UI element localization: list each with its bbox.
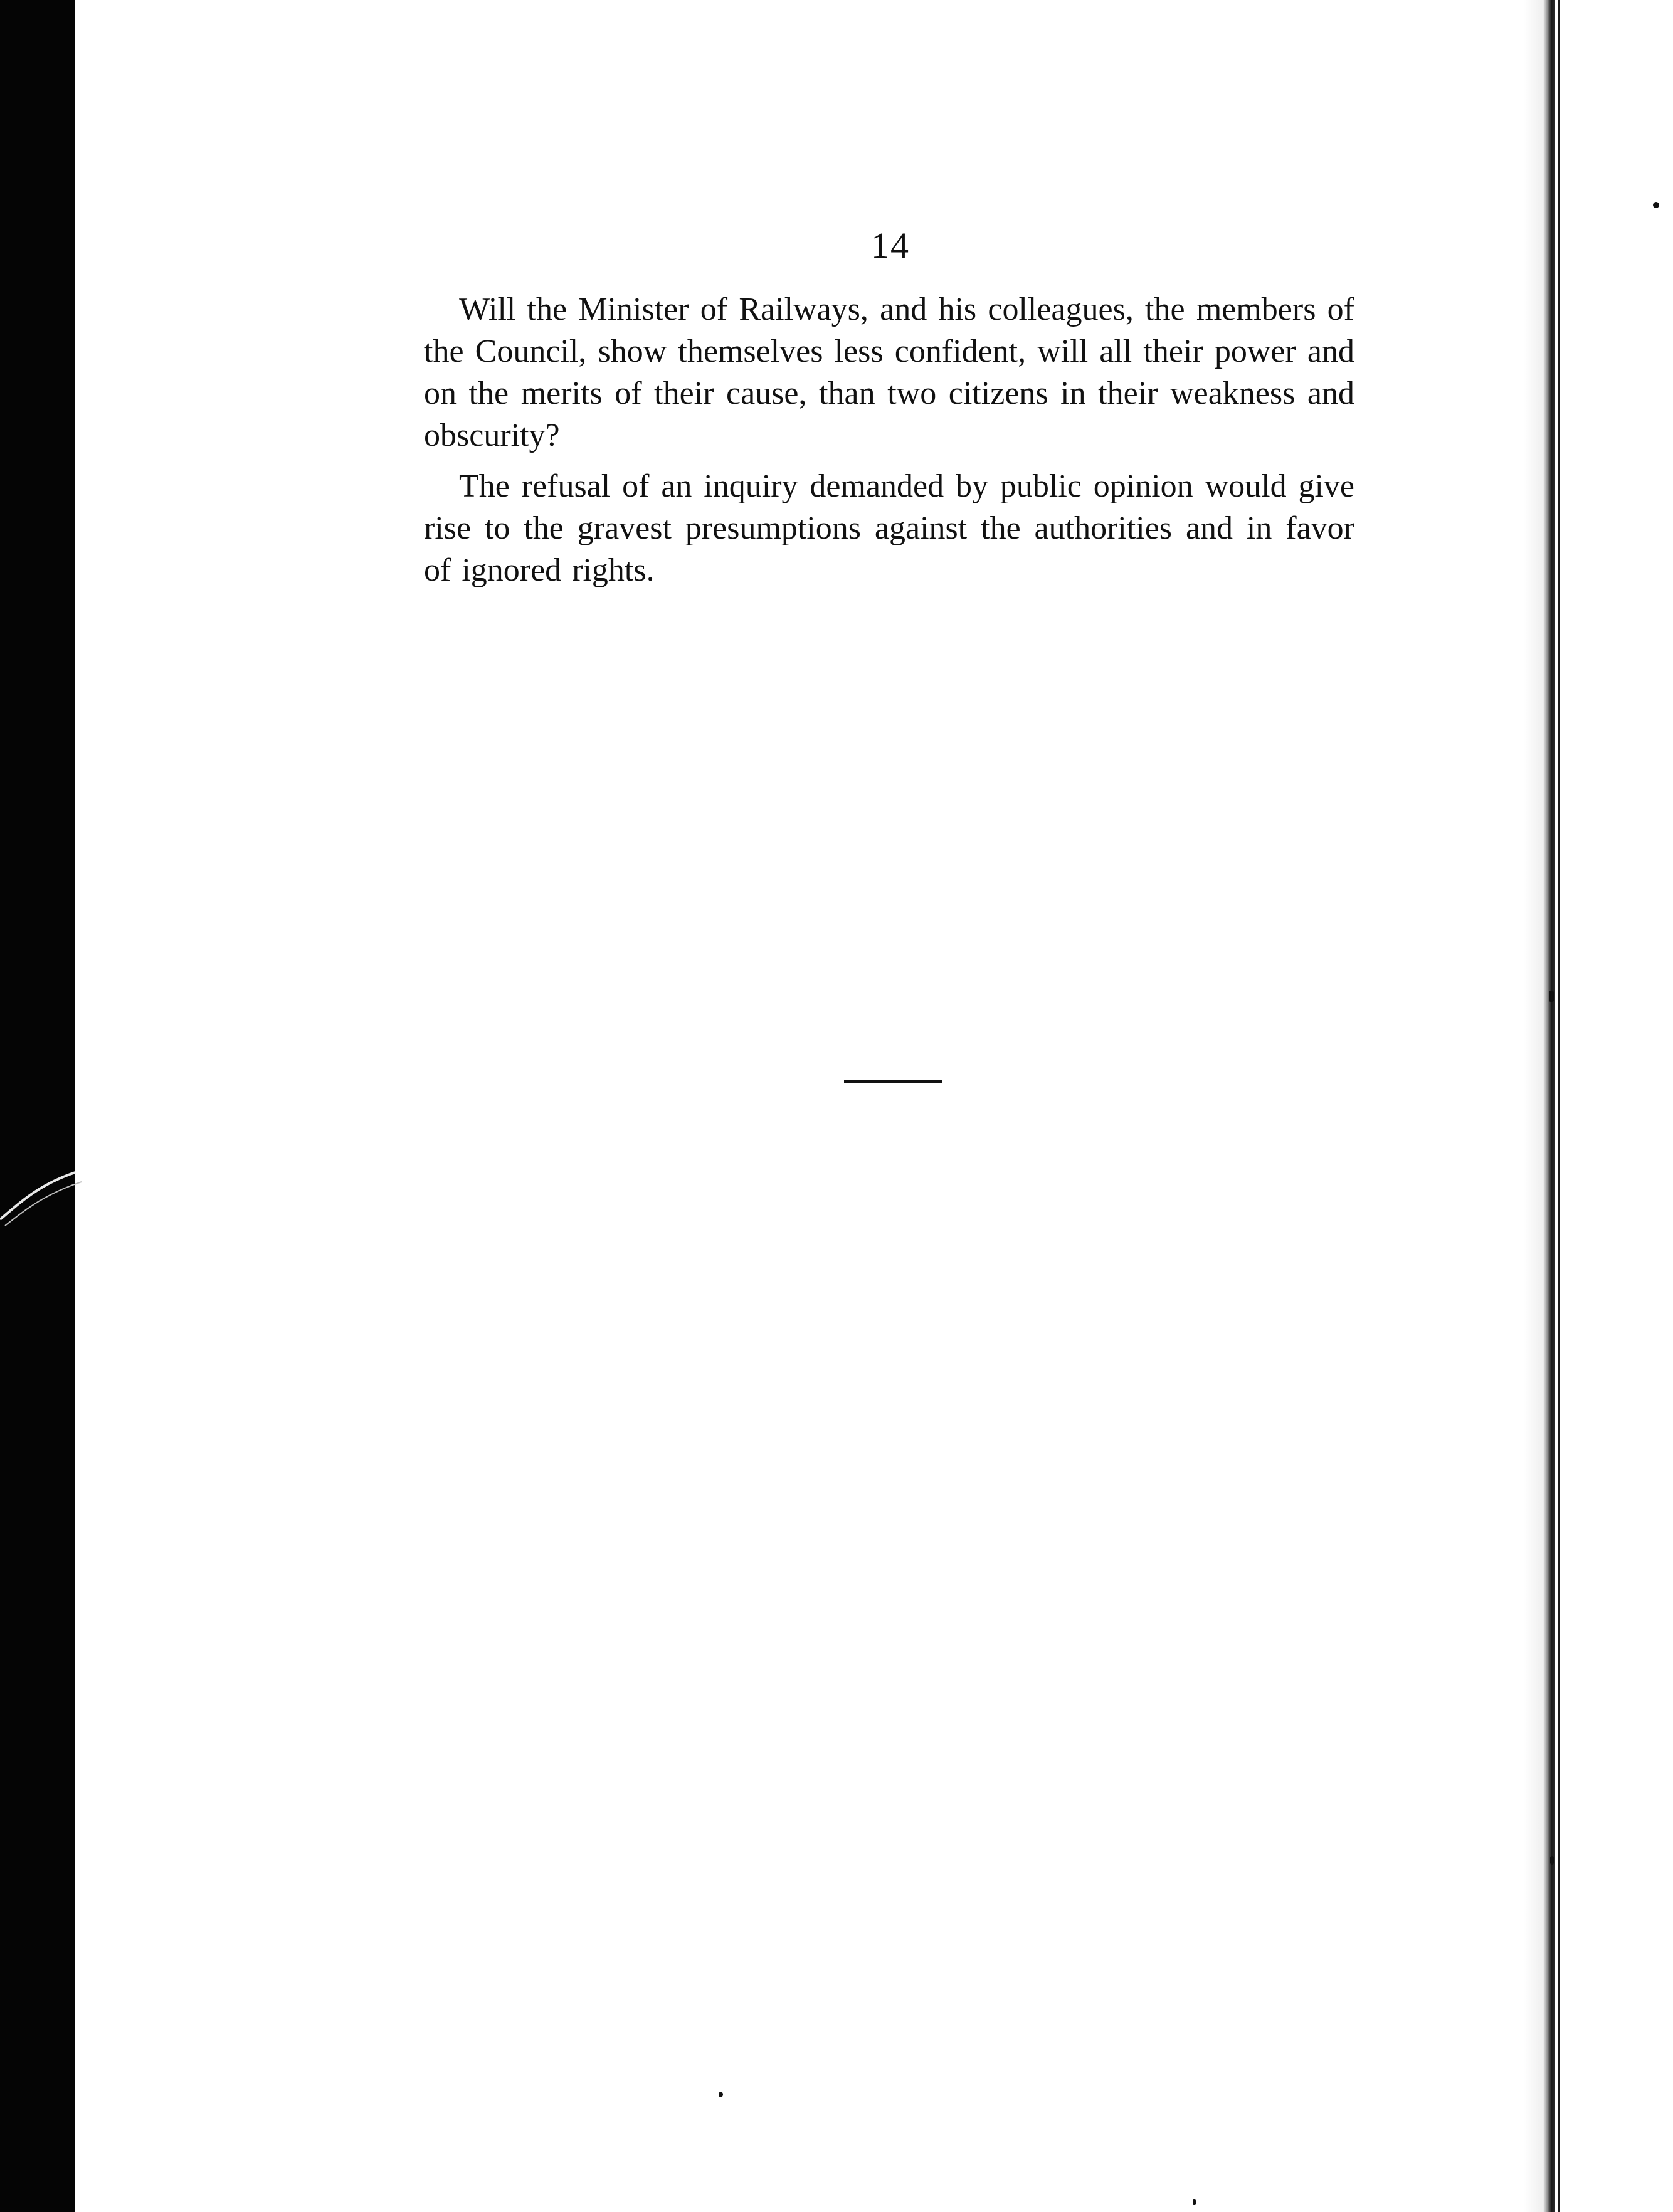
paragraph-1: Will the Minister of Railways, and his colleagues, the members of the Council, show themselves less confident, will all their power and on the merits of their cause, than two citizens in their weakness and obscurity? (424, 292, 1354, 453)
ink-speck (1653, 202, 1659, 208)
paragraph-2: The refusal of an inquiry demanded by public opinion would give rise to the gravest presumptions against the authorities and in favor of ignored rights. (424, 468, 1354, 588)
body-text (424, 288, 1354, 600)
ink-speck (1193, 2199, 1196, 2205)
closing-rule (844, 1080, 942, 1083)
scanner-background-edge (0, 0, 75, 2212)
paper-curl-mark (0, 1160, 88, 1229)
ink-speck (1550, 1856, 1554, 1865)
ink-speck (719, 2092, 723, 2097)
page-edge-line (1558, 0, 1560, 2212)
ink-speck (1549, 991, 1554, 1002)
page-gutter (1543, 0, 1555, 2212)
page-number: 14 (871, 225, 910, 266)
